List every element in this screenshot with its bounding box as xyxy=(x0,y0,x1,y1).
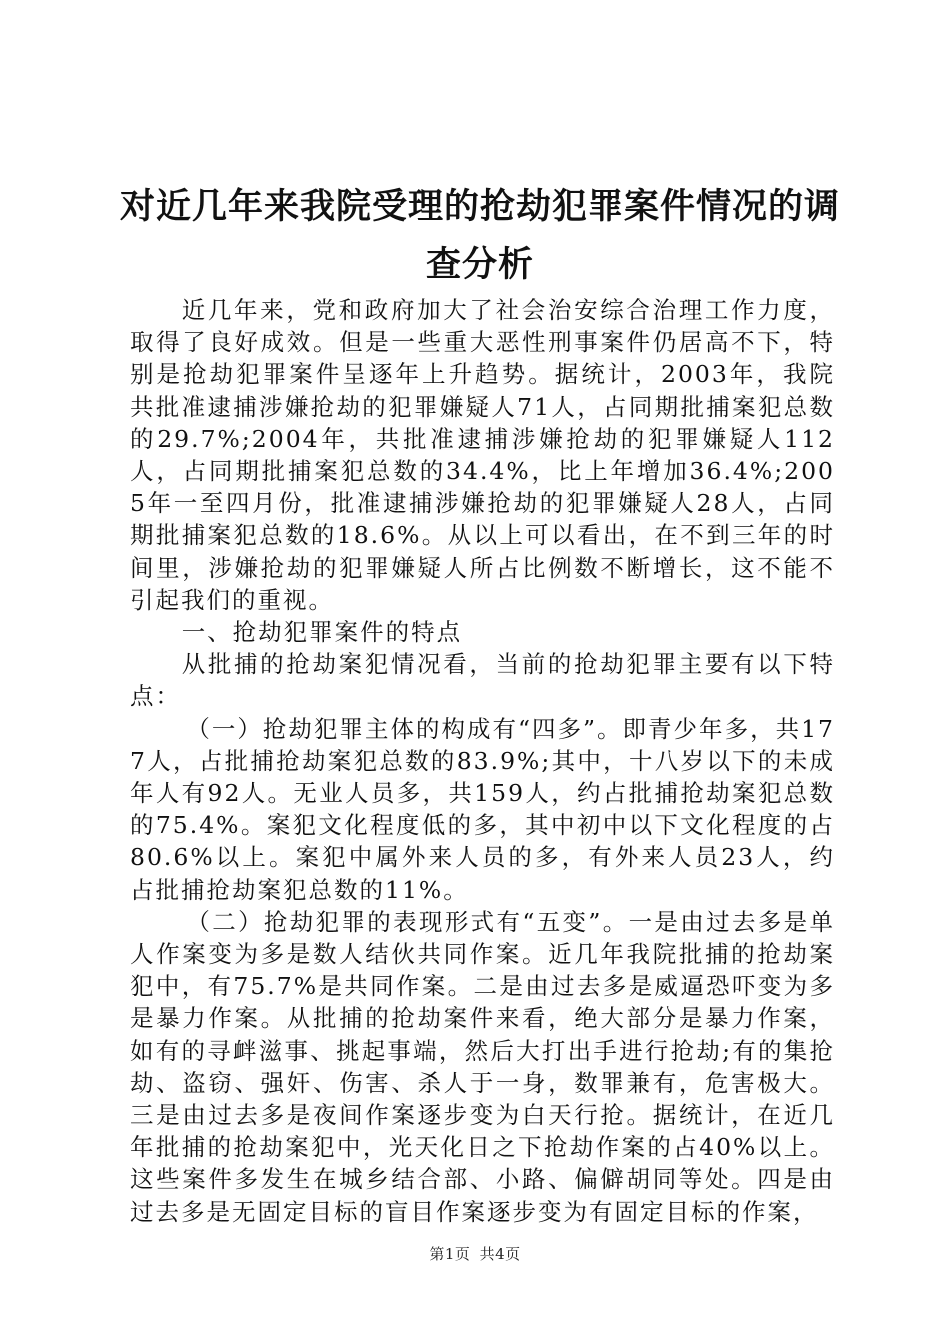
intro-paragraph: 近几年来，党和政府加大了社会治安综合治理工作力度，取得了良好成效。但是一些重大恶性刑事案件仍居高不下，特别是抢劫犯罪案件呈逐年上升趋势。据统计，2003年，我院共批准逮捕涉嫌抢劫的犯罪嫌疑人71人，占同期批捕案犯总数的29.7%;2004年，共批准逮捕涉嫌抢劫的犯罪嫌疑人112人，占同期批捕案犯总数的34.4%，比上年增加36.4%;2005年一至四月份，批准逮捕涉嫌抢劫的犯罪嫌疑人28人，占同期批捕案犯总数的18.6%。从以上可以看出，在不到三年的时间里，涉嫌抢劫的犯罪嫌疑人所占比例数不断增长，这不能不引起我们的重视。 xyxy=(130,296,835,614)
page-total: 共4页 xyxy=(479,1245,521,1263)
section-heading: 一、抢劫犯罪案件的特点 xyxy=(181,618,463,647)
document-title: 对近几年来我院受理的抢劫犯罪案件情况的调查分析 xyxy=(120,186,841,285)
section-intro-paragraph: 从批捕的抢劫案犯情况看，当前的抢劫犯罪主要有以下特点： xyxy=(130,650,835,711)
page-number: 第1页 xyxy=(429,1245,471,1263)
document-body xyxy=(130,294,835,1228)
feature-two-paragraph: （二）抢劫犯罪的表现形式有“五变”。一是由过去多是单人作案变为多是数人结伙共同作案。近几年我院批捕的抢劫案犯中，有75.7%是共同作案。二是由过去多是威逼恐吓变为多是暴力作案。从批捕的抢劫案件来看，绝大部分是暴力作案，如有的寻衅滋事、挑起事端，然后大打出手进行抢劫;有的集抢劫、盗窃、强奸、伤害、杀人于一身，数罪兼有，危害极大。三是由过去多是夜间作案逐步变为白天行抢。据统计，在近几年批捕的抢劫案犯中，光天化日之下抢劫作案的占40%以上。这些案件多发生在城乡结合部、小路、偏僻胡同等处。四是由过去多是无固定目标的盲目作案逐步变为有固定目标的作案， xyxy=(130,907,835,1226)
feature-one-paragraph: （一）抢劫犯罪主体的构成有“四多”。即青少年多，共177人，占批捕抢劫案犯总数的83.9%;其中，十八岁以下的未成年人有92人。无业人员多，共159人，约占批捕抢劫案犯总数的75.4%。案犯文化程度低的多，其中初中以下文化程度的占80.6%以上。案犯中属外来人员的多，有外来人员23人，约占批捕抢劫案犯总数的11%。 xyxy=(130,714,835,904)
page-footer xyxy=(0,1243,950,1264)
